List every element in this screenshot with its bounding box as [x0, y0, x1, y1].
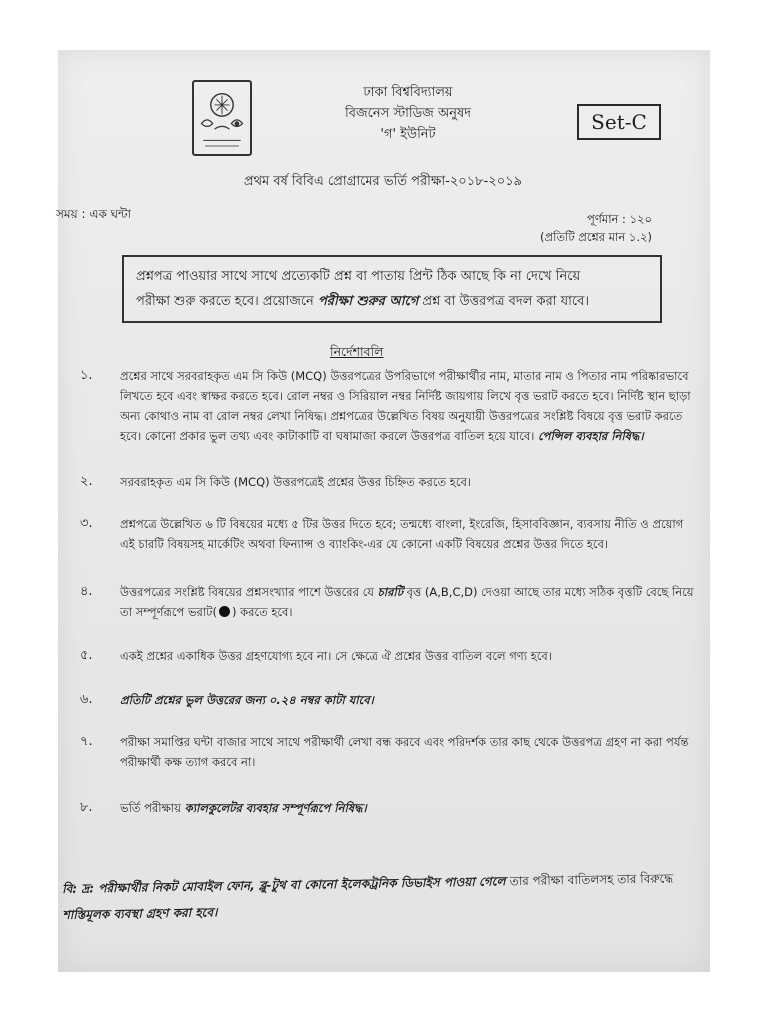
- instruction-number: ১.: [80, 368, 93, 383]
- footnote: [62, 865, 703, 928]
- instruction-body: উত্তরপত্রের সংশ্লিষ্ট বিষয়ের প্রশ্নসংখ্যার পাশে উত্তরের যে: [120, 585, 374, 599]
- notice-text: পরীক্ষা শুরু করতে হবে। প্রয়োজনে: [136, 294, 314, 309]
- set-label: Set-C: [577, 104, 661, 140]
- marks-info: [540, 210, 652, 246]
- instruction-text: প্রশ্নপত্রে উল্লেখিত ৬ টি বিষয়ের মধ্যে ৫ টির উত্তর দিতে হবে; তন্মধ্যে বাংলা, ইংরেজি, হিসাববিজ্ঞান, ব্যবসায় নীতি ও প্রয়োগ এই চারটি বিষয়সহ মার্কেটিং অথবা ফিন্যান্স ও ব্যাংকিং-এর যে কোনো একটি বিষয়ের প্রশ্নের উত্তর দিতে হবে।: [120, 517, 684, 551]
- full-marks: পূর্ণমান : ১২০: [587, 212, 652, 226]
- instruction-text: সরবরাহকৃত এম সি কিউ (MCQ) উত্তরপত্রেই প্রশ্নের উত্তর চিহ্নিত করতে হবে।: [120, 475, 471, 489]
- notice-text-end: প্রশ্ন বা উত্তরপত্র বদল করা যাবে।: [422, 294, 590, 309]
- instruction-body: প্রশ্নের সাথে সরবরাহকৃত এম সি কিউ (MCQ) উত্তরপত্রের উপরিভাগে পরীক্ষার্থীর নাম, মাতার নাম ও পিতার নাম পরিষ্কারভাবে লিখতে হবে এবং স্বাক্ষর করতে হবে। রোল নম্বর ও সিরিয়াল নম্বর নির্দিষ্ট জায়গায় লিখে বৃত্ত ভরাট করতে হবে। নির্দিষ্ট স্থান ছাড়া অন্য কোথাও নাম বা রোল নম্বর লেখা নিষিদ্ধ। প্রশ্নপত্রের উল্লেখিত বিষয় অনুযায়ী উত্তরপত্রের সংশ্লিষ্ট বিষয়ে বৃত্ত ভরাট করতে হবে। কোনো প্রকার ভুল তথ্য এবং কাটাকাটি বা ঘষামাজা করলে উত্তরপত্র বাতিল হয়ে যাবে।: [120, 369, 691, 443]
- instruction-text: [120, 690, 700, 710]
- instruction-item-6: [80, 690, 700, 710]
- faculty-name: বিজনেস স্টাডিজ অনুষদ: [345, 106, 471, 121]
- notice-box: [122, 255, 662, 323]
- university-name: ঢাকা বিশ্ববিদ্যালয়: [363, 85, 453, 100]
- instruction-emphasis: ক্যালকুলেটর ব্যবহার সম্পূর্ণরূপে নিষিদ্ধ।: [184, 801, 367, 815]
- instruction-item-3: [80, 514, 700, 554]
- exam-paper: [58, 50, 710, 972]
- instruction-text: [120, 582, 700, 622]
- instruction-number: ৬.: [80, 692, 93, 707]
- instruction-text: [120, 798, 700, 818]
- instruction-text: পরীক্ষা সমাপ্তির ঘন্টা বাজার সাথে সাথে পরীক্ষার্থী লেখা বন্ধ করবে এবং পরিদর্শক তার কাছ থেকে উত্তরপত্র গ্রহণ না করা পর্যন্ত পরীক্ষার্থী কক্ষ ত্যাগ করবে না।: [120, 735, 689, 769]
- filled-circle-icon: [219, 606, 230, 617]
- instruction-emphasis: পেন্সিল ব্যবহার নিষিদ্ধ।: [538, 429, 644, 443]
- instruction-item-8: [80, 798, 700, 818]
- notice-line-2: [136, 289, 648, 314]
- instruction-item-4: [80, 582, 700, 622]
- instruction-text: একই প্রশ্নের একাধিক উত্তর গ্রহণযোগ্য হবে না। সে ক্ষেত্রে ঐ প্রশ্নের উত্তর বাতিল বলে গণ্য হবে।: [120, 649, 552, 663]
- instruction-body: ভর্তি পরীক্ষায়: [120, 801, 181, 815]
- instruction-number: ৫.: [80, 648, 93, 663]
- instructions-title: নির্দেশাবলি: [330, 344, 384, 359]
- instruction-emphasis: প্রতিটি প্রশ্নের ভুল উত্তরের জন্য ০.২৪ নম্বর কাটা যাবে।: [120, 693, 374, 707]
- exam-time: সময় : এক ঘন্টা: [56, 207, 132, 221]
- instruction-item-2: [80, 472, 700, 492]
- exam-title: প্রথম বর্ষ বিবিএ প্রোগ্রামের ভর্তি পরীক্ষা-২০১৮-২০১৯: [243, 174, 523, 189]
- footnote-middle: তার পরীক্ষা বাতিলসহ তার বিরুদ্ধে: [509, 871, 674, 889]
- instructions-list: [80, 362, 700, 818]
- university-header: [258, 82, 558, 145]
- instruction-text: [120, 366, 700, 446]
- instruction-number: ৪.: [80, 584, 93, 599]
- footnote-text: বি: দ্র: পরীক্ষার্থীর নিকট মোবাইল ফোন, ব্লু-টুথ বা কোনো ইলেকট্রনিক ডিভাইস পাওয়া গেলে: [62, 874, 506, 896]
- instruction-number: ৩.: [80, 516, 93, 531]
- notice-line-1: প্রশ্নপত্র পাওয়ার সাথে সাথে প্রত্যেকটি প্রশ্ন বা পাতায় প্রিন্ট ঠিক আছে কি না দেখে নিয়ে: [136, 269, 581, 284]
- instruction-emphasis: চারটি: [377, 585, 403, 599]
- footnote-end: শাস্তিমূলক ব্যবস্থা গ্রহণ করা হবে।: [62, 905, 218, 922]
- unit-name: 'গ' ইউনিট: [380, 127, 436, 142]
- instruction-body-end: ) করতে হবে।: [231, 605, 293, 619]
- instruction-item-5: [80, 646, 700, 666]
- instruction-number: ৮.: [80, 800, 93, 815]
- notice-emphasis: পরীক্ষা শুরুর আগে: [317, 294, 419, 309]
- instruction-number: ২.: [80, 474, 93, 489]
- marks-per-question: (প্রতিটি প্রশ্নের মান ১.২): [540, 230, 652, 244]
- instruction-number: ৭.: [80, 734, 93, 749]
- instruction-body-cont: বৃত্ত (A,B,C,D) দেওয়া আছে তার মধ্যে সঠিক বৃত্তটি বেছে নিয়ে তা সম্পূর্ণরূপে ভরাট(: [120, 585, 694, 619]
- instruction-item-1: [80, 366, 700, 446]
- instruction-item-7: [80, 732, 700, 772]
- university-logo-icon: [192, 80, 252, 156]
